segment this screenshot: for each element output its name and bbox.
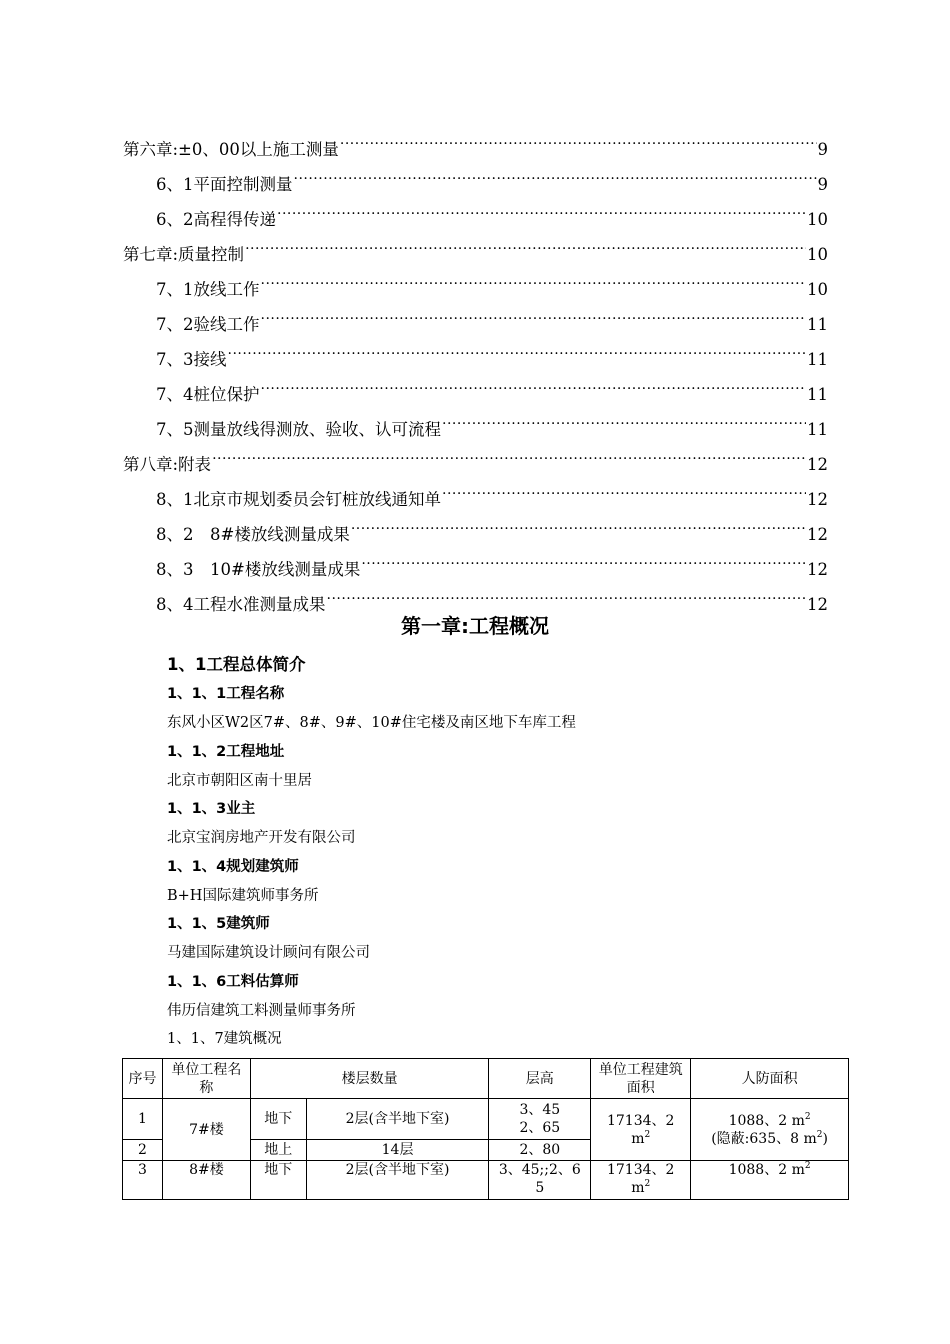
toc-leader-dots [212, 435, 806, 470]
cell-floor-count: 2层(含半地下室) [306, 1099, 489, 1140]
table-row [123, 1099, 849, 1140]
cd-value: 1088、2 m [728, 1162, 805, 1178]
toc-leader-dots [442, 400, 806, 435]
height-line: 5 [535, 1180, 545, 1196]
toc-entry-title: 第六章:±0、00以上施工测量 [123, 140, 339, 159]
subsection-heading: 1、1、2工程地址 [167, 743, 285, 760]
toc-entry-page: 11 [807, 350, 828, 369]
toc-entry-page: 12 [807, 525, 828, 544]
cd-value: 1088、2 m [728, 1112, 805, 1129]
toc-leader-dots [294, 155, 817, 190]
toc-entry-title: 7、5测量放线得测放、验收、认可流程 [156, 420, 441, 439]
toc-entry-page: 11 [807, 315, 828, 334]
cell-floor-type: 地下 [250, 1161, 306, 1200]
superscript: 2 [804, 1161, 811, 1171]
cell-civil-defense [691, 1099, 849, 1161]
toc-entry[interactable] [123, 435, 828, 474]
toc-leader-dots [361, 540, 806, 575]
building-overview-table [122, 1058, 849, 1200]
toc-leader-dots [351, 505, 806, 540]
cell-floor-type: 地下 [250, 1099, 306, 1140]
section-title: 1、1工程总体简介 [167, 655, 306, 674]
superscript: 2 [816, 1129, 823, 1140]
superscript: 2 [644, 1179, 651, 1189]
toc-entry-page: 10 [807, 245, 828, 264]
header-seq: 序号 [123, 1059, 163, 1099]
toc-leader-dots [442, 470, 806, 505]
toc-entry[interactable] [123, 470, 828, 509]
subsection-text: 北京宝润房地产开发有限公司 [167, 830, 356, 846]
toc-entry-title: 6、1平面控制测量 [156, 175, 293, 194]
header-height: 层高 [489, 1059, 591, 1099]
height-line: 2、65 [519, 1120, 561, 1136]
area-unit: m [631, 1130, 645, 1147]
toc-entry[interactable] [123, 365, 828, 404]
overview-heading: 1、1、7建筑概况 [167, 1031, 282, 1047]
cell-area [591, 1161, 691, 1200]
chapter-title: 第一章:工程概况 [401, 614, 549, 638]
subsection-heading: 1、1、5建筑师 [167, 916, 270, 932]
toc-entry-title: 8、2 8#楼放线测量成果 [156, 525, 350, 544]
cell-unit: 7#楼 [162, 1099, 250, 1161]
cell-floor-count: 2层(含半地下室) [306, 1161, 489, 1200]
subsection-text: B+H国际建筑师事务所 [167, 887, 319, 904]
cell-floor-type: 地上 [250, 1140, 306, 1161]
cell-height: 2、80 [489, 1140, 591, 1161]
toc-leader-dots [228, 330, 807, 365]
cell-height [489, 1161, 591, 1200]
table-header-row [123, 1059, 849, 1099]
toc-entry-page: 9 [817, 175, 828, 194]
height-line: 3、45 [519, 1102, 561, 1118]
toc-leader-dots [261, 260, 807, 295]
toc-leader-dots [261, 365, 807, 400]
cell-seq: 2 [123, 1140, 163, 1161]
toc-entry-page: 12 [807, 490, 828, 509]
subsection-heading: 1、1、6工料估算师 [167, 973, 299, 990]
table-of-contents [123, 120, 828, 614]
table-row [123, 1161, 849, 1200]
cell-civil-defense [691, 1161, 849, 1200]
cell-floor-count: 14层 [306, 1140, 489, 1161]
area-unit: m [631, 1180, 645, 1196]
toc-entry-page: 12 [807, 560, 828, 579]
subsection-text: 马建国际建筑设计顾问有限公司 [167, 945, 370, 961]
header-civil-defense: 人防面积 [691, 1059, 849, 1099]
toc-entry-title: 第七章:质量控制 [123, 245, 245, 264]
cd-hidden-close: ) [822, 1130, 828, 1147]
toc-entry-page: 11 [807, 420, 828, 439]
cd-hidden: (隐蔽:635、8 m [711, 1130, 817, 1147]
subsection-text: 北京市朝阳区南十里居 [167, 772, 312, 789]
subsection-heading: 1、1、4规划建筑师 [167, 858, 299, 875]
subsection-heading: 1、1、1工程名称 [167, 686, 285, 702]
toc-entry-page: 9 [817, 140, 828, 159]
toc-entry-title: 7、2验线工作 [156, 315, 260, 334]
toc-entry-title: 7、3接线 [156, 350, 227, 369]
toc-entry-title: 8、3 10#楼放线测量成果 [156, 560, 361, 579]
toc-entry-page: 12 [807, 455, 828, 474]
subsection-text: 东风小区W2区7#、8#、9#、10#住宅楼及南区地下车库工程 [167, 715, 576, 731]
cell-height [489, 1099, 591, 1140]
toc-entry-page: 12 [807, 595, 828, 614]
project-info [167, 680, 867, 1054]
header-unit: 单位工程名称 [162, 1059, 250, 1099]
subsection-text: 伟历信建筑工料测量师事务所 [167, 1002, 356, 1019]
toc-entry-title: 6、2高程得传递 [156, 210, 276, 229]
superscript: 2 [644, 1129, 651, 1140]
cell-unit: 8#楼 [162, 1161, 250, 1200]
toc-entry-title: 8、4工程水准测量成果 [156, 595, 326, 614]
cell-area [591, 1099, 691, 1161]
toc-entry-title: 8、1北京市规划委员会钉桩放线通知单 [156, 490, 441, 509]
subsection-heading: 1、1、3业主 [167, 801, 256, 817]
toc-leader-dots [327, 575, 807, 610]
toc-entry[interactable] [123, 330, 828, 369]
toc-entry-title: 7、1放线工作 [156, 280, 260, 299]
toc-leader-dots [340, 120, 817, 155]
toc-entry-page: 11 [807, 385, 828, 404]
toc-entry-page: 10 [807, 280, 828, 299]
toc-leader-dots [277, 190, 806, 225]
area-value: 17134、2 [606, 1162, 675, 1178]
area-value: 17134、2 [606, 1112, 675, 1129]
superscript: 2 [804, 1111, 811, 1122]
toc-entry[interactable] [123, 120, 828, 159]
toc-entry-page: 10 [807, 210, 828, 229]
toc-entry-title: 第八章:附表 [123, 455, 212, 474]
cell-seq: 3 [123, 1161, 163, 1200]
cell-seq: 1 [123, 1099, 163, 1140]
header-floors: 楼层数量 [250, 1059, 489, 1099]
toc-leader-dots [245, 225, 806, 260]
header-area: 单位工程建筑面积 [591, 1059, 691, 1099]
height-line: 3、45;;2、6 [498, 1162, 581, 1178]
toc-entry-title: 7、4桩位保护 [156, 385, 260, 404]
toc-leader-dots [261, 295, 807, 330]
